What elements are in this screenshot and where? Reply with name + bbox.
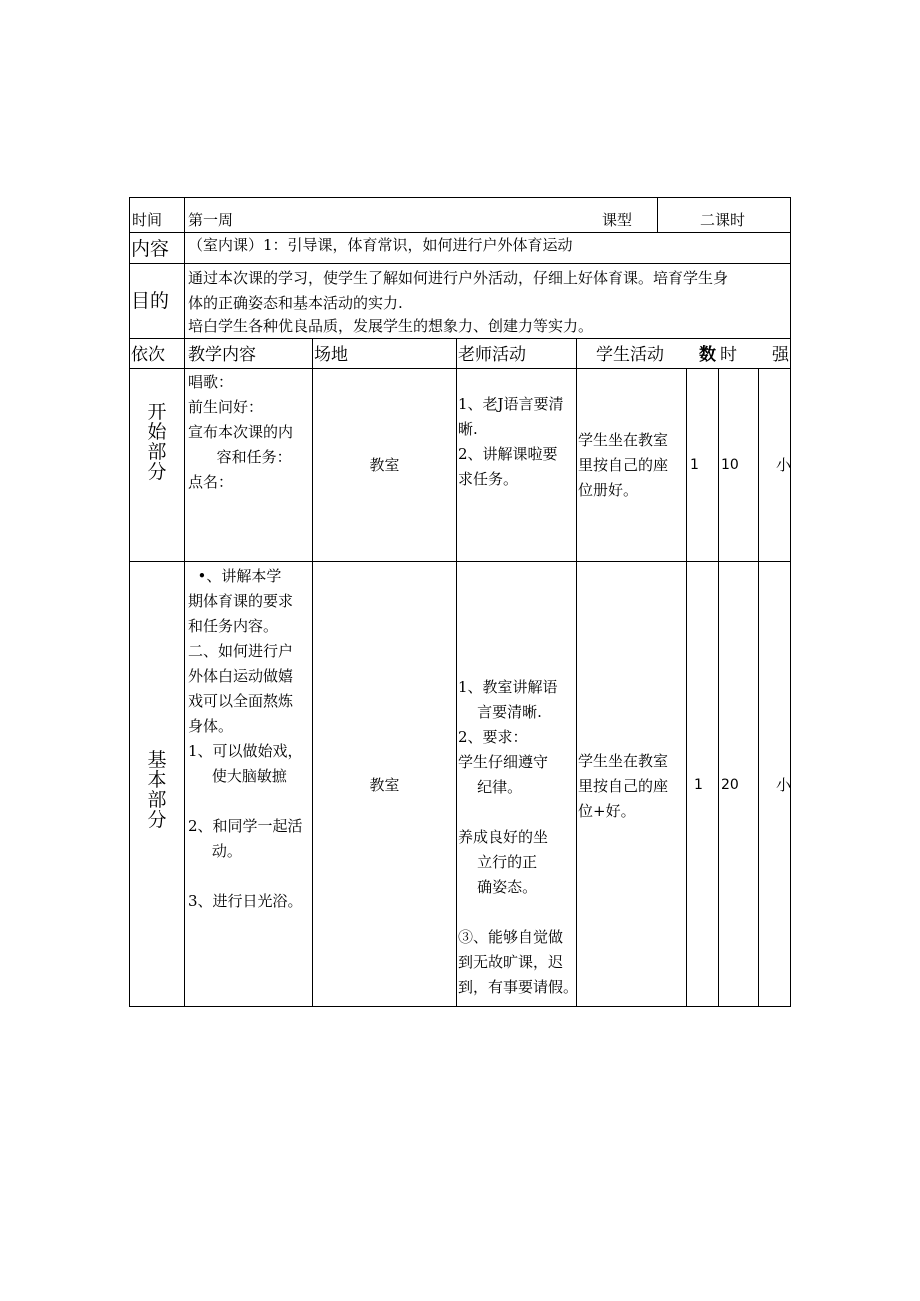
start-student-activity: 学生坐在教室 里按自己的座 位册好。 (578, 431, 669, 499)
goal-label: 目的 (131, 290, 170, 312)
basic-time: 20 (721, 777, 739, 793)
header-intensity: 强 (772, 345, 789, 365)
basic-student-activity: 学生坐在教室 里按自己的座 位+好。 (578, 752, 669, 820)
content-label: 内容 (131, 238, 170, 260)
start-intensity: 小 (776, 456, 792, 474)
header-time: 时 (720, 345, 737, 365)
header-order: 依次 (131, 345, 165, 365)
basic-intensity: 小 (776, 776, 792, 794)
col-divider (312, 338, 313, 1006)
content-text: （室内课）1：引导课，体育常识，如何进行户外体育运动 (188, 236, 573, 254)
start-time: 10 (721, 457, 739, 473)
time-label: 时间 (132, 211, 163, 229)
week-value: 第一周 (188, 211, 234, 229)
basic-venue: 教室 (369, 776, 400, 794)
goal-line-3: 培白学生各种优良品质，发展学生的想象力、创建力等实力。 (188, 317, 594, 335)
col-divider (456, 338, 457, 1006)
section-name-start: 开始部分 (147, 401, 167, 483)
row-divider (130, 561, 790, 562)
row-divider (130, 263, 790, 264)
col-divider (758, 368, 759, 1006)
goal-line-1: 通过本次课的学习，使学生了解如何进行户外活动，仔细上好体育课。培育学生身 (188, 269, 729, 287)
goal-line-2: 体的正确姿态和基本活动的实力. (188, 294, 403, 312)
header-teacher-activity: 老师活动 (458, 345, 526, 365)
header-teaching: 教学内容 (188, 345, 256, 365)
start-venue: 教室 (369, 456, 400, 474)
lesson-hours-value: 二课时 (700, 211, 746, 229)
col-divider (657, 198, 658, 232)
lesson-type-label: 课型 (602, 211, 633, 229)
col-divider (686, 368, 687, 1006)
header-count: 数 (699, 345, 716, 365)
header-student-activity: 学生活动 (596, 345, 664, 365)
col-divider (184, 198, 185, 1006)
header-venue: 场地 (314, 345, 348, 365)
basic-teacher-activity: 1、教室讲解语 言要清晰. 2、要求： 学生仔细遵守 纪律。 养成良好的坐 立行的正 确姿态。 ③、能够自觉做 到无故旷课，迟 到，有事要请假。 (458, 678, 579, 996)
col-divider (718, 368, 719, 1006)
start-teacher-activity: 1、老J语言要清 晰. 2、讲解课啦要 求任务。 (458, 395, 564, 488)
basic-teaching-content: •、讲解本学 期体育课的要求 和任务内容。 二、如何进行户 外体白运动做嬉 戏可以全面熬炼 身体。 1、可以做始戏， 使大脑敏摭 2、和同学一起活 动。 3、进行日光浴。 (188, 567, 303, 910)
basic-count: 1 (694, 777, 703, 793)
start-teaching-content: 唱歌： 前生问好： 宣布本次课的内 容和任务： 点名： (188, 373, 294, 491)
row-divider (130, 368, 790, 369)
section-name-basic: 基本部分 (147, 749, 167, 831)
start-count: 1 (690, 457, 699, 473)
lesson-plan-table (129, 197, 791, 1007)
